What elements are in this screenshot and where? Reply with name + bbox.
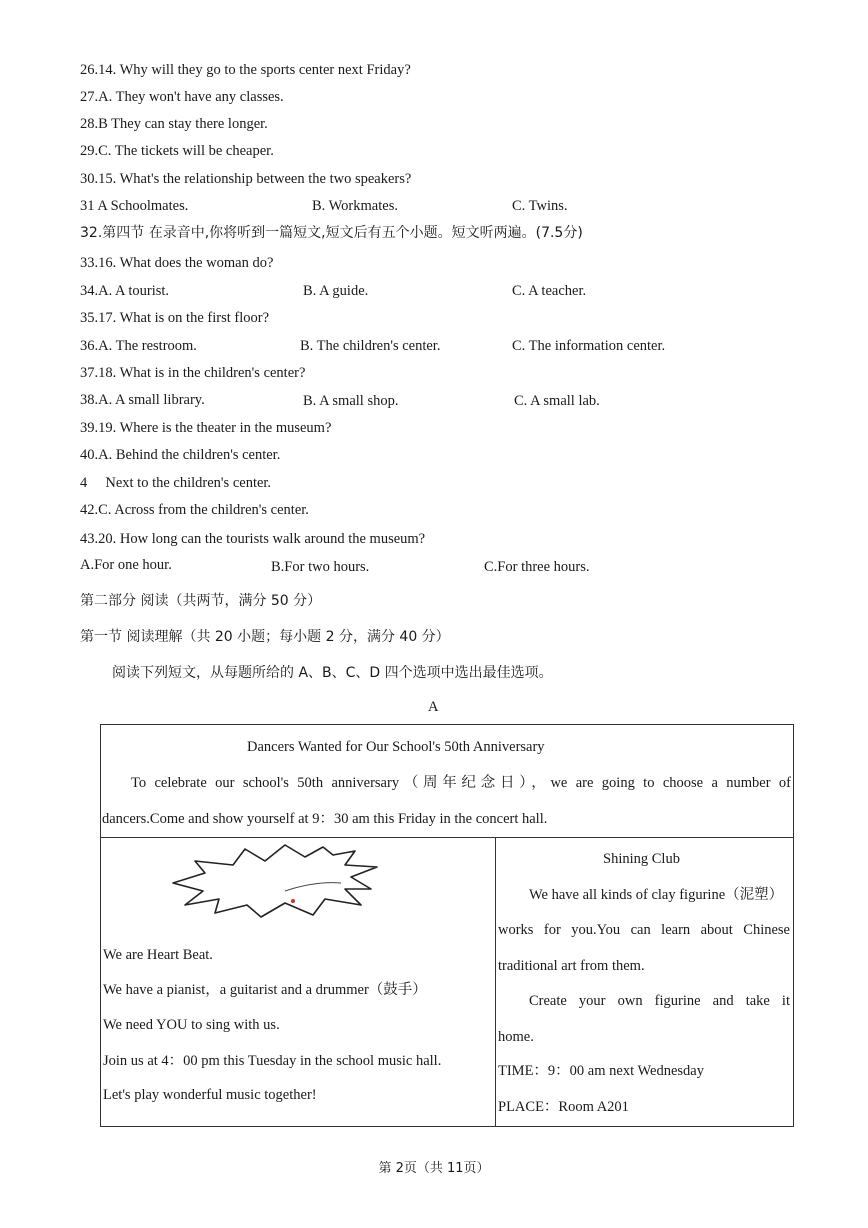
heart-beat-line5: Let's play wonderful music together! — [103, 1087, 317, 1103]
heart-beat-line4: Join us at 4：00 pm this Tuesday in the school music hall. — [103, 1053, 442, 1069]
ad-text-line1: To celebrate our school's 50th anniversary（周年纪念日），we are going to choose a number of — [131, 775, 791, 791]
q19-option-a: 40.A. Behind the children's center. — [80, 447, 281, 463]
shining-club-box — [495, 837, 794, 1127]
shining-club-line1: We have all kinds of clay figurine（泥塑） — [529, 887, 784, 903]
question-14: 26.14. Why will they go to the sports center next Friday? — [80, 62, 411, 78]
shining-club-line5: home. — [498, 1029, 534, 1045]
q18-option-b: B. A small shop. — [303, 393, 399, 409]
burst-drawing-icon — [165, 843, 385, 923]
shining-club-line2: works for you.You can learn about Chinese — [498, 922, 790, 938]
question-16: 33.16. What does the woman do? — [80, 255, 274, 271]
heart-beat-line1: We are Heart Beat. — [103, 947, 213, 963]
q15-option-c: C. Twins. — [512, 198, 568, 214]
shining-club-title: Shining Club — [603, 851, 680, 867]
q16-option-a: 34.A. A tourist. — [80, 283, 170, 299]
section4-heading: 32.第四节 在录音中,你将听到一篇短文,短文后有五个小题。短文听两遍。(7.5分) — [80, 225, 583, 241]
question-20: 43.20. How long can the tourists walk around the museum? — [80, 531, 426, 547]
shining-club-place: PLACE：Room A201 — [498, 1099, 629, 1115]
q20-option-b: B.For two hours. — [271, 559, 370, 575]
q17-option-c: C. The information center. — [512, 338, 666, 354]
q16-option-b: B. A guide. — [303, 283, 369, 299]
q18-option-a: 38.A. A small library. — [80, 392, 205, 408]
q17-option-b: B. The children's center. — [300, 338, 441, 354]
ad-title: Dancers Wanted for Our School's 50th Anniversary — [247, 739, 545, 755]
question-18: 37.18. What is in the children's center? — [80, 365, 306, 381]
q15-option-a: 31 A Schoolmates. — [80, 198, 189, 214]
shining-club-line3: traditional art from them. — [498, 958, 645, 974]
section1-heading: 第一节 阅读理解（共 20 小题；每小题 2 分，满分 40 分） — [80, 629, 450, 645]
q20-option-a: A.For one hour. — [80, 557, 172, 573]
reading-instruction: 阅读下列短文，从每题所给的 A、B、C、D 四个选项中选出最佳选项。 — [112, 665, 553, 681]
heart-beat-line2: We have a pianist，a guitarist and a drummer（鼓手） — [103, 982, 427, 998]
q19-option-c: 42.C. Across from the children's center. — [80, 502, 309, 518]
q20-option-c: C.For three hours. — [484, 559, 590, 575]
q19-option-b: 4 Next to the children's center. — [80, 475, 272, 491]
q17-option-a: 36.A. The restroom. — [80, 338, 197, 354]
shining-club-time: TIME：9：00 am next Wednesday — [498, 1063, 704, 1079]
q14-option-c: 29.C. The tickets will be cheaper. — [80, 143, 274, 159]
q14-option-b: 28.B They can stay there longer. — [80, 116, 268, 132]
part2-heading: 第二部分 阅读（共两节，满分 50 分） — [80, 593, 322, 609]
shining-club-line4: Create your own figurine and take it — [529, 993, 790, 1009]
question-15: 30.15. What's the relationship between the two speakers? — [80, 171, 412, 187]
q14-option-a: 27.A. They won't have any classes. — [80, 89, 284, 105]
page-footer: 第 2页（共 11页） — [378, 1161, 490, 1176]
question-17: 35.17. What is on the first floor? — [80, 310, 270, 326]
q16-option-c: C. A teacher. — [512, 283, 587, 299]
question-19: 39.19. Where is the theater in the museum? — [80, 420, 332, 436]
ad-text-line2: dancers.Come and show yourself at 9：30 am this Friday in the concert hall. — [102, 811, 548, 827]
q15-option-b: B. Workmates. — [312, 198, 398, 214]
heart-beat-line3: We need YOU to sing with us. — [103, 1017, 280, 1033]
q18-option-c: C. A small lab. — [514, 393, 600, 409]
passage-label: A — [428, 699, 439, 715]
